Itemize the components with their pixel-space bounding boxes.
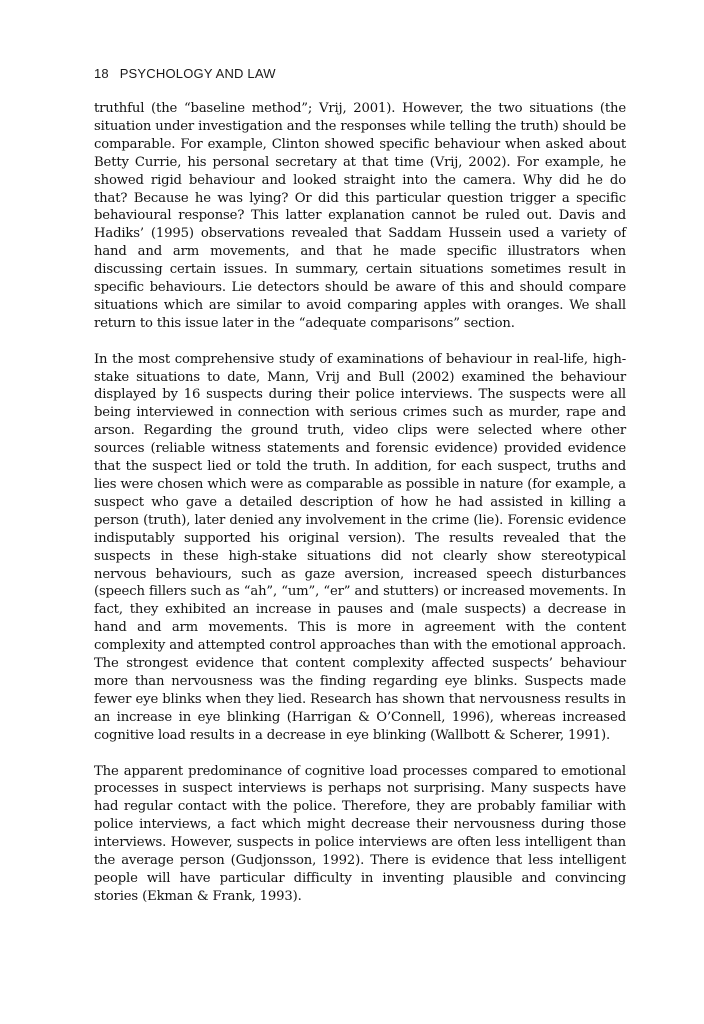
running-title: PSYCHOLOGY AND LAW (119, 66, 276, 81)
running-head (94, 66, 276, 81)
paragraph-cognitive-load: The apparent predominance of cognitive load processes compared to emotional processes in suspect interviews is perhaps not surprising. Many suspects have had regular contact with the police. Therefore, they are probably familiar with police interviews, a fact which might decrease their nervousness during those interviews. However, suspects in police interviews are often less intelligent than the average person (Gudjonsson, 1992). There is evidence that less intelligent people will have particular difficulty in inventing plausible and convincing stories (Ekman & Frank, 1993). (94, 763, 626, 904)
paragraph-baseline-method: truthful (the “baseline method”; Vrij, 2001). However, the two situations (the situation under investigation and the responses while telling the truth) should be comparable. For example, Clinton showed specific behaviour when asked about Betty Currie, his personal secretary at that time (Vrij, 2002). For example, he showed rigid behaviour and looked straight into the camera. Why did he do that? Because he was lying? Or did this particular question trigger a specific behavioural response? This latter explanation cannot be ruled out. Davis and Hadiks’ (1995) observations revealed that Saddam Hussein used a variety of hand and arm movements, and that he made specific illustrators when discussing certain issues. In summary, certain situations sometimes result in specific behaviours. Lie detectors should be aware of this and should compare situations which are similar to avoid comparing apples with oranges. We shall return to this issue later in the “adequate comparisons” section. (94, 101, 626, 331)
body-text (94, 100, 626, 924)
paragraph-suspect-study: In the most comprehensive study of examinations of behaviour in real-life, high-stake situations to date, Mann, Vrij and Bull (2002) examined the behaviour displayed by 16 suspects during their police interviews. The suspects were all being interviewed in connection with serious crimes such as murder, rape and arson. Regarding the ground truth, video clips were selected where other sources (reliable witness statements and forensic evidence) provided evidence that the suspect lied or told the truth. In addition, for each suspect, truths and lies were chosen which were as comparable as possible in nature (for example, a suspect who gave a detailed description of how he had assisted in killing a person (truth), later denied any involvement in the crime (lie). Forensic evidence indisputably supported his original version). The results revealed that the suspects in these high-stake situations did not clearly show stereotypical nervous behaviours, such as gaze aversion, increased speech disturbances (speech fillers such as “ah”, “um”, “er” and stutters) or increased movements. In fact, they exhibited an increase in pauses and (male suspects) a decrease in hand and arm movements. This is more in agreement with the content complexity and attempted control approaches than with the emotional approach. The strongest evidence that content complexity affected suspects’ behaviour more than nervousness was the finding regarding eye blinks. Suspects made fewer eye blinks when they lied. Research has shown that nervousness results in an increase in eye blinking (Harrigan & O’Connell, 1996), whereas increased cognitive load results in a decrease in eye blinking (Wallbott & Scherer, 1991). (94, 351, 626, 743)
page-number: 18 (94, 66, 109, 81)
